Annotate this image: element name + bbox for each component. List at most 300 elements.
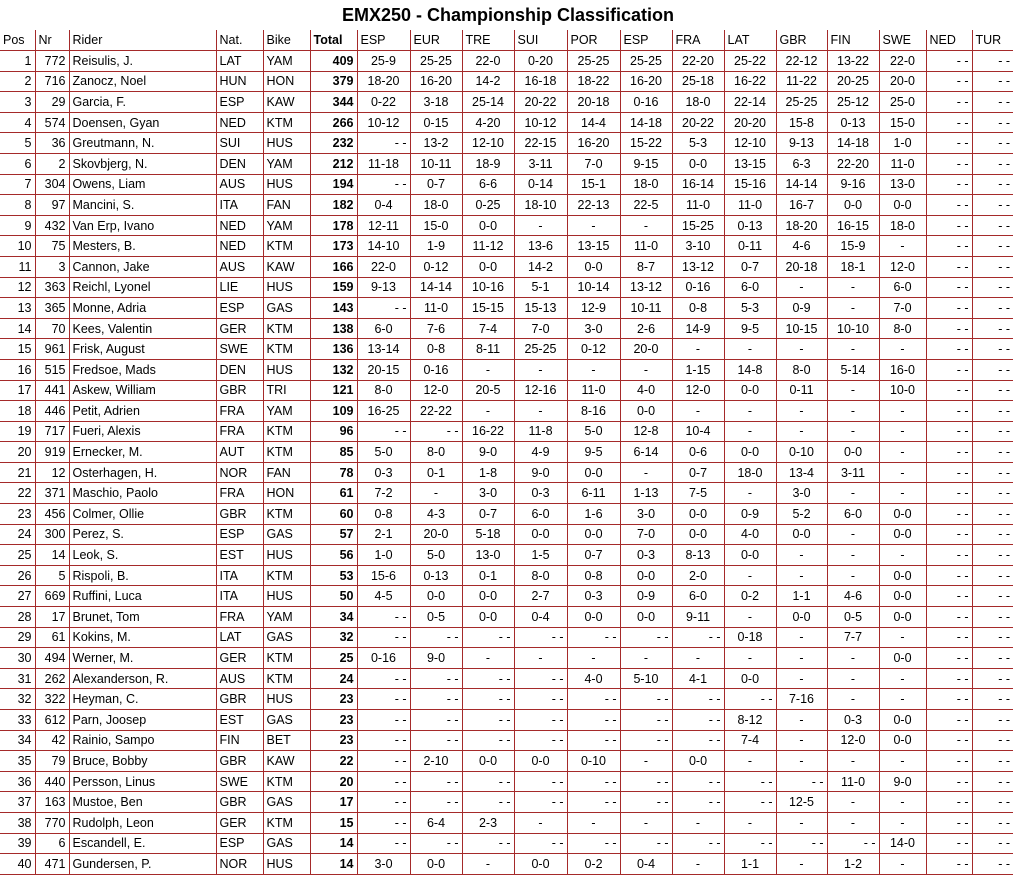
nr-cell: 322: [35, 689, 69, 710]
table-row: [0, 71, 1013, 92]
result-cell: - -: [672, 710, 724, 731]
result-cell: - -: [972, 854, 1013, 875]
result-cell: 9-11: [672, 607, 724, 628]
result-cell: - -: [926, 710, 972, 731]
bike-cell: KTM: [263, 421, 310, 442]
result-cell: 15-1: [567, 174, 620, 195]
result-cell: - -: [724, 792, 776, 813]
result-cell: 25-18: [672, 71, 724, 92]
result-cell: 5-0: [357, 442, 410, 463]
result-cell: 5-1: [514, 277, 567, 298]
result-cell: - -: [972, 298, 1013, 319]
table-row: [0, 545, 1013, 566]
result-cell: 2-7: [514, 586, 567, 607]
result-cell: - -: [972, 607, 1013, 628]
rider-cell: Monne, Adria: [69, 298, 216, 319]
result-cell: 0-0: [827, 195, 879, 216]
result-cell: 0-0: [776, 607, 827, 628]
result-cell: - -: [357, 421, 410, 442]
result-cell: -: [879, 812, 926, 833]
result-cell: -: [776, 627, 827, 648]
result-cell: -: [879, 751, 926, 772]
result-cell: -: [724, 401, 776, 422]
bike-cell: KAW: [263, 751, 310, 772]
result-cell: 0-7: [672, 462, 724, 483]
result-cell: 7-0: [567, 153, 620, 174]
total-cell: 24: [310, 668, 357, 689]
result-cell: -: [462, 854, 514, 875]
nr-cell: 14: [35, 545, 69, 566]
result-cell: -: [514, 359, 567, 380]
nr-cell: 12: [35, 462, 69, 483]
result-cell: - -: [972, 71, 1013, 92]
nr-cell: 446: [35, 401, 69, 422]
pos-cell: 10: [0, 236, 35, 257]
result-cell: -: [724, 565, 776, 586]
nat-cell: FRA: [216, 483, 263, 504]
col-header-pos: Pos: [0, 30, 35, 51]
nr-cell: 919: [35, 442, 69, 463]
result-cell: 0-0: [879, 195, 926, 216]
rider-cell: Garcia, F.: [69, 92, 216, 113]
nr-cell: 456: [35, 504, 69, 525]
col-header-nat: Nat.: [216, 30, 263, 51]
nat-cell: GBR: [216, 689, 263, 710]
result-cell: -: [724, 607, 776, 628]
result-cell: 11-0: [879, 153, 926, 174]
nat-cell: AUS: [216, 256, 263, 277]
result-cell: 20-18: [567, 92, 620, 113]
result-cell: 13-22: [827, 51, 879, 72]
result-cell: 2-1: [357, 524, 410, 545]
pos-cell: 4: [0, 112, 35, 133]
result-cell: 25-25: [620, 51, 672, 72]
result-cell: 16-25: [357, 401, 410, 422]
result-cell: - -: [926, 71, 972, 92]
rider-cell: Heyman, C.: [69, 689, 216, 710]
rider-cell: Parn, Joosep: [69, 710, 216, 731]
total-cell: 136: [310, 339, 357, 360]
result-cell: 16-18: [514, 71, 567, 92]
nr-cell: 371: [35, 483, 69, 504]
result-cell: 25-14: [462, 92, 514, 113]
result-cell: 0-9: [620, 586, 672, 607]
result-cell: 10-11: [620, 298, 672, 319]
nat-cell: GBR: [216, 380, 263, 401]
total-cell: 266: [310, 112, 357, 133]
result-cell: - -: [357, 627, 410, 648]
nr-cell: 2: [35, 153, 69, 174]
result-cell: 15-8: [776, 112, 827, 133]
result-cell: - -: [972, 751, 1013, 772]
result-cell: 0-0: [776, 524, 827, 545]
result-cell: 8-16: [567, 401, 620, 422]
result-cell: 0-0: [672, 153, 724, 174]
nat-cell: AUS: [216, 668, 263, 689]
nr-cell: 300: [35, 524, 69, 545]
result-cell: -: [827, 689, 879, 710]
result-cell: -: [827, 380, 879, 401]
result-cell: - -: [672, 730, 724, 751]
result-cell: - -: [620, 710, 672, 731]
table-row: [0, 215, 1013, 236]
col-header-round: ESP: [357, 30, 410, 51]
bike-cell: KTM: [263, 112, 310, 133]
col-header-round: TUR: [972, 30, 1013, 51]
result-cell: 0-0: [879, 524, 926, 545]
pos-cell: 16: [0, 359, 35, 380]
result-cell: -: [776, 854, 827, 875]
result-cell: 3-0: [462, 483, 514, 504]
result-cell: - -: [972, 401, 1013, 422]
result-cell: - -: [357, 833, 410, 854]
table-row: [0, 298, 1013, 319]
result-cell: 2-6: [620, 318, 672, 339]
result-cell: - -: [357, 812, 410, 833]
result-cell: 0-0: [514, 854, 567, 875]
result-cell: 1-0: [357, 545, 410, 566]
result-cell: - -: [972, 380, 1013, 401]
result-cell: 20-22: [672, 112, 724, 133]
result-cell: - -: [972, 565, 1013, 586]
bike-cell: KTM: [263, 648, 310, 669]
nr-cell: 515: [35, 359, 69, 380]
result-cell: 0-7: [567, 545, 620, 566]
pos-cell: 5: [0, 133, 35, 154]
col-header-round: ESP: [620, 30, 672, 51]
table-row: [0, 153, 1013, 174]
result-cell: 0-3: [620, 545, 672, 566]
result-cell: 16-22: [462, 421, 514, 442]
result-cell: 11-8: [514, 421, 567, 442]
result-cell: 15-13: [514, 298, 567, 319]
result-cell: 6-0: [879, 277, 926, 298]
bike-cell: KAW: [263, 92, 310, 113]
result-cell: - -: [672, 689, 724, 710]
result-cell: - -: [567, 627, 620, 648]
result-cell: - -: [620, 730, 672, 751]
total-cell: 178: [310, 215, 357, 236]
col-header-round: TRE: [462, 30, 514, 51]
result-cell: 15-15: [462, 298, 514, 319]
result-cell: - -: [567, 710, 620, 731]
result-cell: -: [462, 359, 514, 380]
result-cell: 0-8: [672, 298, 724, 319]
pos-cell: 26: [0, 565, 35, 586]
result-cell: -: [672, 401, 724, 422]
nat-cell: EST: [216, 710, 263, 731]
result-cell: - -: [462, 792, 514, 813]
bike-cell: YAM: [263, 401, 310, 422]
result-cell: 0-12: [410, 256, 462, 277]
result-cell: 0-0: [724, 668, 776, 689]
result-cell: - -: [926, 112, 972, 133]
rider-cell: Werner, M.: [69, 648, 216, 669]
col-header-round: LAT: [724, 30, 776, 51]
col-header-round: POR: [567, 30, 620, 51]
bike-cell: HON: [263, 483, 310, 504]
result-cell: - -: [926, 504, 972, 525]
nat-cell: NOR: [216, 462, 263, 483]
result-cell: 14-9: [672, 318, 724, 339]
result-cell: -: [567, 648, 620, 669]
bike-cell: HUS: [263, 174, 310, 195]
result-cell: 0-10: [776, 442, 827, 463]
result-cell: - -: [926, 812, 972, 833]
result-cell: - -: [567, 792, 620, 813]
result-cell: 1-15: [672, 359, 724, 380]
result-cell: 14-0: [879, 833, 926, 854]
result-cell: - -: [972, 483, 1013, 504]
result-cell: 22-15: [514, 133, 567, 154]
result-cell: 11-18: [357, 153, 410, 174]
nr-cell: 70: [35, 318, 69, 339]
pos-cell: 28: [0, 607, 35, 628]
nat-cell: AUT: [216, 442, 263, 463]
nr-cell: 29: [35, 92, 69, 113]
total-cell: 232: [310, 133, 357, 154]
result-cell: - -: [972, 174, 1013, 195]
result-cell: 7-0: [620, 524, 672, 545]
nr-cell: 17: [35, 607, 69, 628]
classification-table: [0, 30, 1013, 875]
result-cell: 6-4: [410, 812, 462, 833]
result-cell: -: [827, 668, 879, 689]
nat-cell: ITA: [216, 586, 263, 607]
result-cell: - -: [410, 710, 462, 731]
result-cell: 10-14: [567, 277, 620, 298]
result-cell: - -: [357, 174, 410, 195]
nat-cell: ESP: [216, 92, 263, 113]
pos-cell: 14: [0, 318, 35, 339]
result-cell: 9-5: [567, 442, 620, 463]
bike-cell: KTM: [263, 812, 310, 833]
bike-cell: HUS: [263, 359, 310, 380]
result-cell: 6-0: [724, 277, 776, 298]
result-cell: 15-0: [410, 215, 462, 236]
result-cell: 6-0: [672, 586, 724, 607]
result-cell: 25-25: [514, 339, 567, 360]
result-cell: 15-16: [724, 174, 776, 195]
result-cell: - -: [972, 256, 1013, 277]
result-cell: 25-25: [410, 51, 462, 72]
col-header-round: FRA: [672, 30, 724, 51]
table-row: [0, 442, 1013, 463]
result-cell: - -: [926, 339, 972, 360]
pos-cell: 38: [0, 812, 35, 833]
result-cell: - -: [514, 833, 567, 854]
result-cell: - -: [567, 730, 620, 751]
result-cell: - -: [926, 524, 972, 545]
result-cell: 10-0: [879, 380, 926, 401]
result-cell: 0-3: [827, 710, 879, 731]
result-cell: - -: [972, 215, 1013, 236]
rider-cell: Frisk, August: [69, 339, 216, 360]
result-cell: 13-4: [776, 462, 827, 483]
col-header-round: SWE: [879, 30, 926, 51]
result-cell: 18-0: [672, 92, 724, 113]
result-cell: - -: [357, 133, 410, 154]
rider-cell: Rainio, Sampo: [69, 730, 216, 751]
result-cell: 15-0: [879, 112, 926, 133]
result-cell: 0-16: [357, 648, 410, 669]
total-cell: 379: [310, 71, 357, 92]
result-cell: 10-15: [776, 318, 827, 339]
result-cell: 1-1: [776, 586, 827, 607]
result-cell: - -: [514, 689, 567, 710]
result-cell: - -: [926, 153, 972, 174]
table-row: [0, 771, 1013, 792]
result-cell: -: [514, 648, 567, 669]
result-cell: 22-14: [724, 92, 776, 113]
total-cell: 96: [310, 421, 357, 442]
table-row: [0, 627, 1013, 648]
nr-cell: 961: [35, 339, 69, 360]
result-cell: 3-0: [620, 504, 672, 525]
pos-cell: 21: [0, 462, 35, 483]
result-cell: - -: [672, 792, 724, 813]
nat-cell: LAT: [216, 51, 263, 72]
rider-cell: Mustoe, Ben: [69, 792, 216, 813]
result-cell: 0-7: [724, 256, 776, 277]
result-cell: 1-9: [410, 236, 462, 257]
result-cell: 0-1: [462, 565, 514, 586]
result-cell: 13-6: [514, 236, 567, 257]
nat-cell: GER: [216, 812, 263, 833]
result-cell: -: [462, 401, 514, 422]
result-cell: - -: [620, 689, 672, 710]
result-cell: - -: [972, 586, 1013, 607]
nr-cell: 3: [35, 256, 69, 277]
result-cell: - -: [672, 627, 724, 648]
result-cell: -: [879, 401, 926, 422]
result-cell: - -: [357, 792, 410, 813]
result-cell: - -: [972, 112, 1013, 133]
pos-cell: 12: [0, 277, 35, 298]
result-cell: 0-0: [827, 442, 879, 463]
result-cell: - -: [926, 133, 972, 154]
result-cell: - -: [567, 689, 620, 710]
result-cell: 20-20: [724, 112, 776, 133]
result-cell: 0-0: [567, 524, 620, 545]
pos-cell: 8: [0, 195, 35, 216]
pos-cell: 40: [0, 854, 35, 875]
result-cell: - -: [410, 771, 462, 792]
nr-cell: 97: [35, 195, 69, 216]
result-cell: 22-20: [827, 153, 879, 174]
result-cell: - -: [926, 607, 972, 628]
result-cell: 10-12: [357, 112, 410, 133]
rider-cell: Reichl, Lyonel: [69, 277, 216, 298]
rider-cell: Fredsoe, Mads: [69, 359, 216, 380]
result-cell: - -: [926, 751, 972, 772]
result-cell: 0-2: [724, 586, 776, 607]
nat-cell: LIE: [216, 277, 263, 298]
result-cell: 14-8: [724, 359, 776, 380]
result-cell: 16-0: [879, 359, 926, 380]
result-cell: -: [827, 524, 879, 545]
result-cell: 10-10: [827, 318, 879, 339]
result-cell: - -: [357, 607, 410, 628]
result-cell: - -: [926, 51, 972, 72]
result-cell: - -: [926, 256, 972, 277]
result-cell: - -: [972, 812, 1013, 833]
result-cell: - -: [724, 689, 776, 710]
result-cell: 13-0: [462, 545, 514, 566]
result-cell: 0-0: [724, 442, 776, 463]
result-cell: 15-25: [672, 215, 724, 236]
result-cell: - -: [926, 483, 972, 504]
result-cell: 16-15: [827, 215, 879, 236]
total-cell: 15: [310, 812, 357, 833]
result-cell: 0-0: [879, 607, 926, 628]
result-cell: 18-22: [567, 71, 620, 92]
result-cell: 3-18: [410, 92, 462, 113]
result-cell: - -: [462, 833, 514, 854]
table-row: [0, 112, 1013, 133]
result-cell: -: [724, 648, 776, 669]
result-cell: - -: [926, 668, 972, 689]
total-cell: 138: [310, 318, 357, 339]
result-cell: 6-14: [620, 442, 672, 463]
total-cell: 22: [310, 751, 357, 772]
pos-cell: 30: [0, 648, 35, 669]
table-row: [0, 689, 1013, 710]
result-cell: 8-0: [410, 442, 462, 463]
result-cell: - -: [926, 627, 972, 648]
result-cell: - -: [972, 442, 1013, 463]
result-cell: - -: [972, 689, 1013, 710]
result-cell: - -: [827, 833, 879, 854]
result-cell: 0-0: [462, 256, 514, 277]
nat-cell: GBR: [216, 792, 263, 813]
result-cell: - -: [672, 771, 724, 792]
bike-cell: KTM: [263, 236, 310, 257]
result-cell: - -: [926, 833, 972, 854]
total-cell: 409: [310, 51, 357, 72]
result-cell: 20-0: [879, 71, 926, 92]
result-cell: 12-0: [879, 256, 926, 277]
result-cell: -: [879, 339, 926, 360]
rider-cell: Askew, William: [69, 380, 216, 401]
nat-cell: FRA: [216, 421, 263, 442]
result-cell: 0-4: [620, 854, 672, 875]
nat-cell: FRA: [216, 401, 263, 422]
pos-cell: 35: [0, 751, 35, 772]
result-cell: 22-22: [410, 401, 462, 422]
pos-cell: 34: [0, 730, 35, 751]
pos-cell: 3: [0, 92, 35, 113]
result-cell: 7-0: [514, 318, 567, 339]
header-row: [0, 30, 1013, 51]
result-cell: -: [776, 401, 827, 422]
rider-cell: Persson, Linus: [69, 771, 216, 792]
result-cell: 0-0: [879, 586, 926, 607]
result-cell: 14-14: [410, 277, 462, 298]
result-cell: - -: [972, 833, 1013, 854]
result-cell: - -: [514, 710, 567, 731]
result-cell: -: [672, 339, 724, 360]
result-cell: 25-0: [879, 92, 926, 113]
table-row: [0, 607, 1013, 628]
result-cell: 1-1: [724, 854, 776, 875]
bike-cell: TRI: [263, 380, 310, 401]
result-cell: 0-0: [879, 710, 926, 731]
result-cell: - -: [410, 421, 462, 442]
result-cell: 9-15: [620, 153, 672, 174]
nat-cell: ITA: [216, 565, 263, 586]
result-cell: 13-15: [567, 236, 620, 257]
